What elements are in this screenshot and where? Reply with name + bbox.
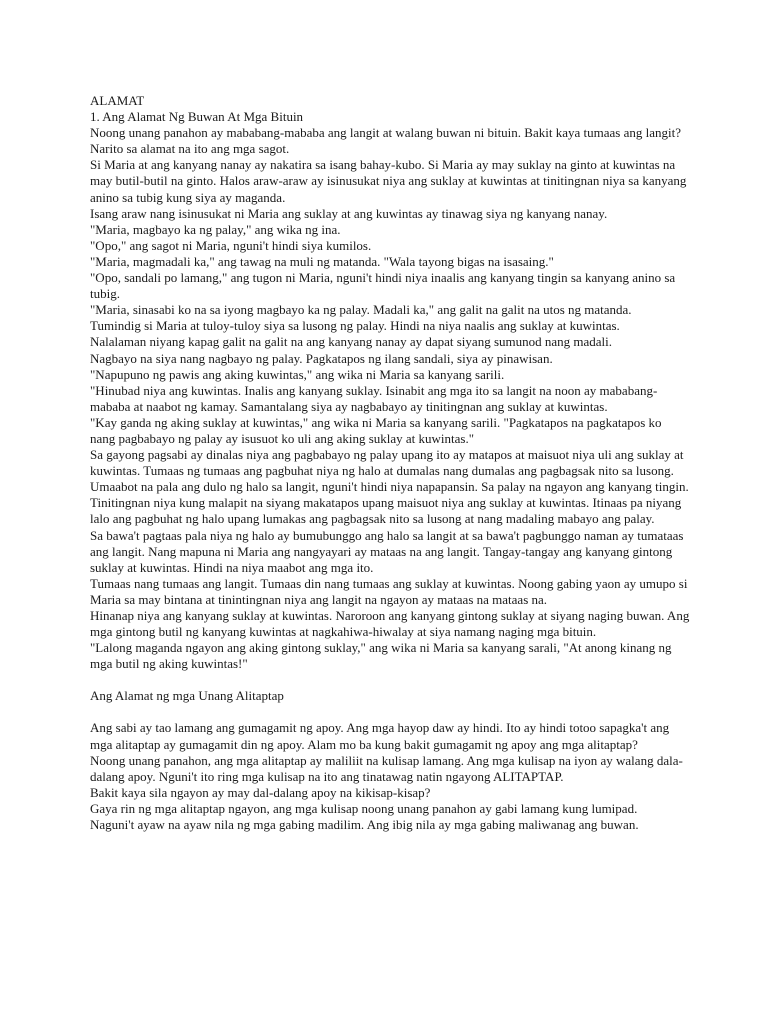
paragraph: Nalalaman niyang kapag galit na galit na ang kanyang nanay ay dapat siyang sumunod nang madali. [90, 334, 613, 350]
document-page [90, 93, 690, 833]
paragraph: "Maria, sinasabi ko na sa iyong magbayo ka ng palay. Madali ka," ang galit na galit na utos ng matanda. [90, 302, 632, 318]
paragraph: Isang araw nang isinusukat ni Maria ang suklay at ang kuwintas ay tinawag siya ng kanyang nanay. [90, 205, 608, 221]
paragraph: Ang sabi ay tao lamang ang gumagamit ng apoy. Ang mga hayop daw ay hindi. Ito ay hindi totoo sapagka't ang mga alitaptap ay gumagamit din ng apoy. Alam mo ba kung bakit gumagamit ng apoy ang mga alitaptap? [90, 720, 670, 752]
paragraph: "Maria, magmadali ka," ang tawag na muli ng matanda. "Wala tayong bigas na isasaing." [90, 253, 554, 269]
paragraph: Noong unang panahon, ang mga alitaptap ay maliliit na kulisap lamang. Ang mga kulisap na iyon ay walang dala-dalang apoy. Nguni't ito ring mga kulisap na ito ang tinatawag natin ngayong ALITAPTAP. [90, 752, 683, 784]
paragraph: Tumindig si Maria at tuloy-tuloy siya sa lusong ng palay. Hindi na niya naalis ang suklay at kuwintas. [90, 318, 620, 334]
paragraph: Hinanap niya ang kanyang suklay at kuwintas. Naroroon ang kanyang gintong suklay at siyang naging buwan. Ang mga gintong butil ng kanyang kuwintas at nagkahiwa-hiwalay at siya namang naging mga bituin. [90, 608, 690, 640]
paragraph: Gaya rin ng mga alitaptap ngayon, ang mga kulisap noong unang panahon ay gabi lamang kung lumipad. [90, 800, 638, 816]
paragraph: "Opo, sandali po lamang," ang tugon ni Maria, nguni't hindi niya inaalis ang kanyang tingin sa kanyang anino sa tubig. [90, 270, 676, 302]
paragraph: "Lalong maganda ngayon ang aking gintong suklay," ang wika ni Maria sa kanyang sarali, "At anong kinang ng mga butil ng aking kuwintas!" [90, 640, 672, 672]
story-title: Ang Alamat ng mga Unang Alitaptap [90, 688, 284, 704]
document-heading: ALAMAT [90, 93, 145, 108]
paragraph: Nagbayo na siya nang nagbayo ng palay. Pagkatapos ng ilang sandali, siya ay pinawisan. [90, 350, 553, 366]
paragraph: "Opo," ang sagot ni Maria, nguni't hindi siya kumilos. [90, 237, 372, 253]
paragraph: Si Maria at ang kanyang nanay ay nakatira sa isang bahay-kubo. Si Maria ay may suklay na ginto at kuwintas na may butil-butil na ginto. Halos araw-araw ay isinusukat niya ang suklay at kuwintas at tinitingnan niya sa kanyang anino sa tubig kung siya ay maganda. [90, 157, 687, 205]
paragraph: Sa gayong pagsabi ay dinalas niya ang pagbabayo ng palay upang ito ay matapos at maisuot niya uli ang suklay at kuwintas. Tumaas ng tumaas ang pagbuhat niya ng halo at dumalas nang dumalas ang pagbagsak nito sa lusong. Umaabot na pala ang dulo ng halo sa langit, nguni't hindi niya napapansin. Sa palay na ngayon ang kanyang tingin. Tinitingnan niya kung malapit na siyang makatapos upang maisuot niya ang suklay at kuwintas. Itinaas pa niyang lalo ang pagbuhat ng halo upang lumakas ang pagbagsak nito sa lusong at nang madaling mabayo ang palay. [90, 447, 689, 527]
paragraph: Sa bawa't pagtaas pala niya ng halo ay bumubunggo ang halo sa langit at sa bawa't pagbunggo naman ay tumataas ang langit. Nang mapuna ni Maria ang nangyayari ay mataas na ang langit. Tangay-tangay ang kanyang gintong suklay at kuwintas. Hindi na niya maabot ang mga ito. [90, 527, 684, 575]
paragraph: Naguni't ayaw na ayaw nila ng mga gabing madilim. Ang ibig nila ay mga gabing maliwanag ang buwan. [90, 817, 639, 833]
paragraph: "Maria, magbayo ka ng palay," ang wika ng ina. [90, 221, 341, 237]
paragraph: Noong unang panahon ay mababang-mababa ang langit at walang buwan ni bituin. Bakit kaya tumaas ang langit? Narito sa alamat na ito ang mga sagot. [90, 125, 681, 157]
paragraph: Bakit kaya sila ngayon ay may dal-dalang apoy na kikisap-kisap? [90, 784, 431, 800]
blank-line [90, 704, 690, 720]
paragraph: Tumaas nang tumaas ang langit. Tumaas din nang tumaas ang suklay at kuwintas. Noong gabing yaon ay umupo si Maria sa may bintana at tinintingnan niya ang langit na ngayon ay mataas na mataas na. [90, 575, 688, 607]
story-title: 1. Ang Alamat Ng Buwan At Mga Bituin [90, 109, 304, 125]
paragraph: "Napupuno ng pawis ang aking kuwintas," ang wika ni Maria sa kanyang sarili. [90, 366, 505, 382]
blank-line [90, 672, 690, 688]
paragraph: "Kay ganda ng aking suklay at kuwintas," ang wika ni Maria sa kanyang sarili. "Pagkatapos na pagkatapos ko nang pagbabayo ng palay ay isusuot ko uli ang aking suklay at kuwintas." [90, 414, 662, 446]
paragraph: "Hinubad niya ang kuwintas. Inalis ang kanyang suklay. Isinabit ang mga ito sa langit na noon ay mababang-mababa at naabot ng kamay. Samantalang siya ay nagbabayo ay tinitingnan ang suklay at kuwintas. [90, 382, 658, 414]
